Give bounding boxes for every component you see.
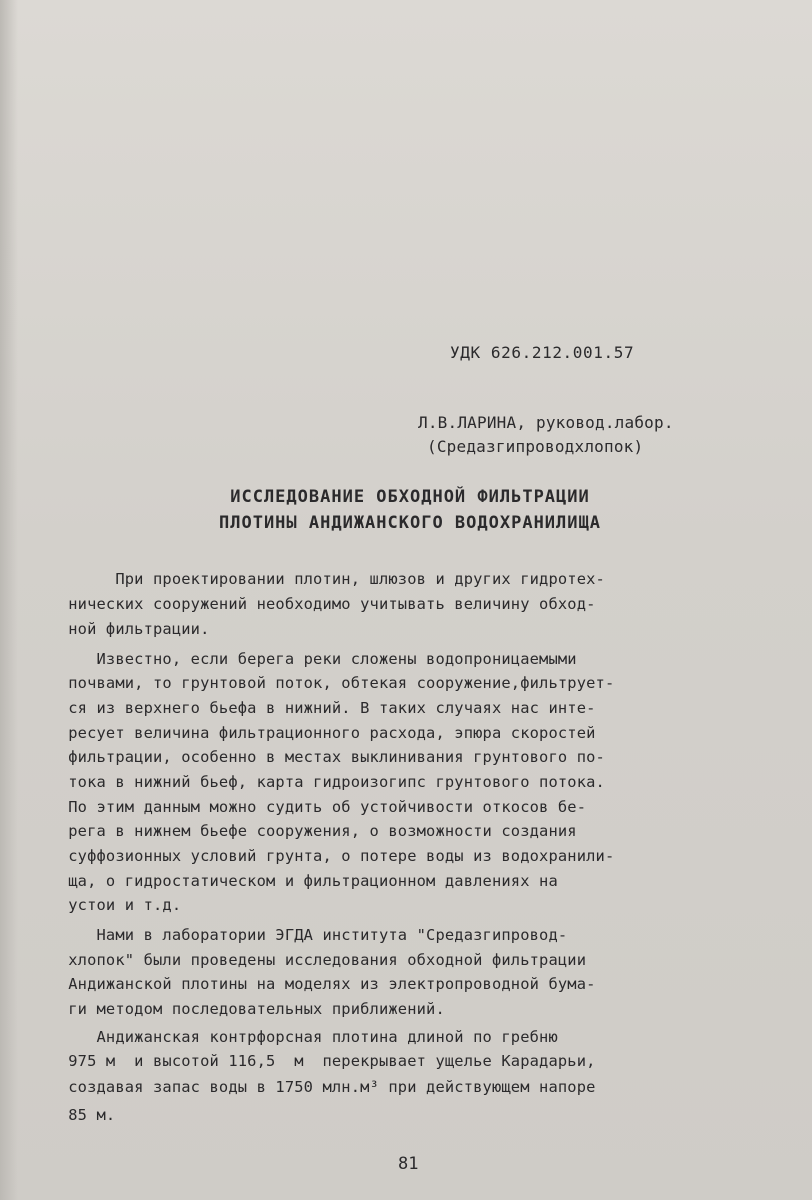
author-line: Л.В.ЛАРИНА, руковод.лабор.: [418, 413, 674, 432]
body-line: создавая запас воды в 1750 млн.м³ при действующем напоре: [40, 1078, 596, 1096]
body-line: тока в нижний бьеф, карта гидроизогипс грунтового потока.: [40, 773, 605, 791]
title-line-1: ИССЛЕДОВАНИЕ ОБХОДНОЙ ФИЛЬТРАЦИИ: [230, 487, 590, 507]
body-line: При проектировании плотин, шлюзов и других гидротех-: [40, 570, 605, 588]
body-line: 85 м.: [40, 1106, 116, 1124]
body-line: устои и т.д.: [40, 896, 182, 914]
article-title: [90, 484, 730, 536]
body-line: Известно, если берега реки сложены водопроницаемыми: [40, 650, 577, 668]
body-line: рега в нижнем бьефе сооружения, о возможности создания: [40, 822, 577, 840]
body-line: ной фильтрации.: [40, 620, 210, 638]
organization-line: (Средазгипроводхлопок): [427, 437, 644, 456]
body-line: ресует величина фильтрационного расхода, эпюра скоростей: [40, 724, 596, 742]
body-line: фильтрации, особенно в местах выклинивания грунтового по-: [40, 748, 605, 766]
body-line: почвами, то грунтовой поток, обтекая сооружение,фильтрует-: [40, 674, 615, 692]
body-line: По этим данным можно судить об устойчивости откосов бе-: [40, 798, 587, 816]
body-line: нических сооружений необходимо учитывать величину обход-: [40, 595, 596, 613]
body-line: Андижанской плотины на моделях из электропроводной бума-: [40, 975, 596, 993]
body-line: 975 м и высотой 116,5 м перекрывает ущелье Карадарьи,: [40, 1052, 596, 1070]
body-line: суффозионных условий грунта, о потере воды из водохранили-: [40, 847, 615, 865]
body-line: хлопок" были проведены исследования обходной фильтрации: [40, 951, 587, 969]
body-line: Андижанская контрфорсная плотина длиной по гребню: [40, 1028, 558, 1046]
body-line: Нами в лаборатории ЭГДА института "Средазгипровод-: [40, 926, 568, 944]
page-number: 81: [398, 1154, 419, 1174]
body-line: ща, о гидростатическом и фильтрационном давлениях на: [40, 872, 558, 890]
page-fold-shadow: [0, 0, 18, 1200]
udk-code: УДК 626.212.001.57: [450, 343, 635, 362]
body-line: ги методом последовательных приближений.: [40, 1000, 445, 1018]
title-line-2: ПЛОТИНЫ АНДИЖАНСКОГО ВОДОХРАНИЛИЩА: [219, 513, 601, 533]
body-line: ся из верхнего бьефа в нижний. В таких случаях нас инте-: [40, 699, 596, 717]
